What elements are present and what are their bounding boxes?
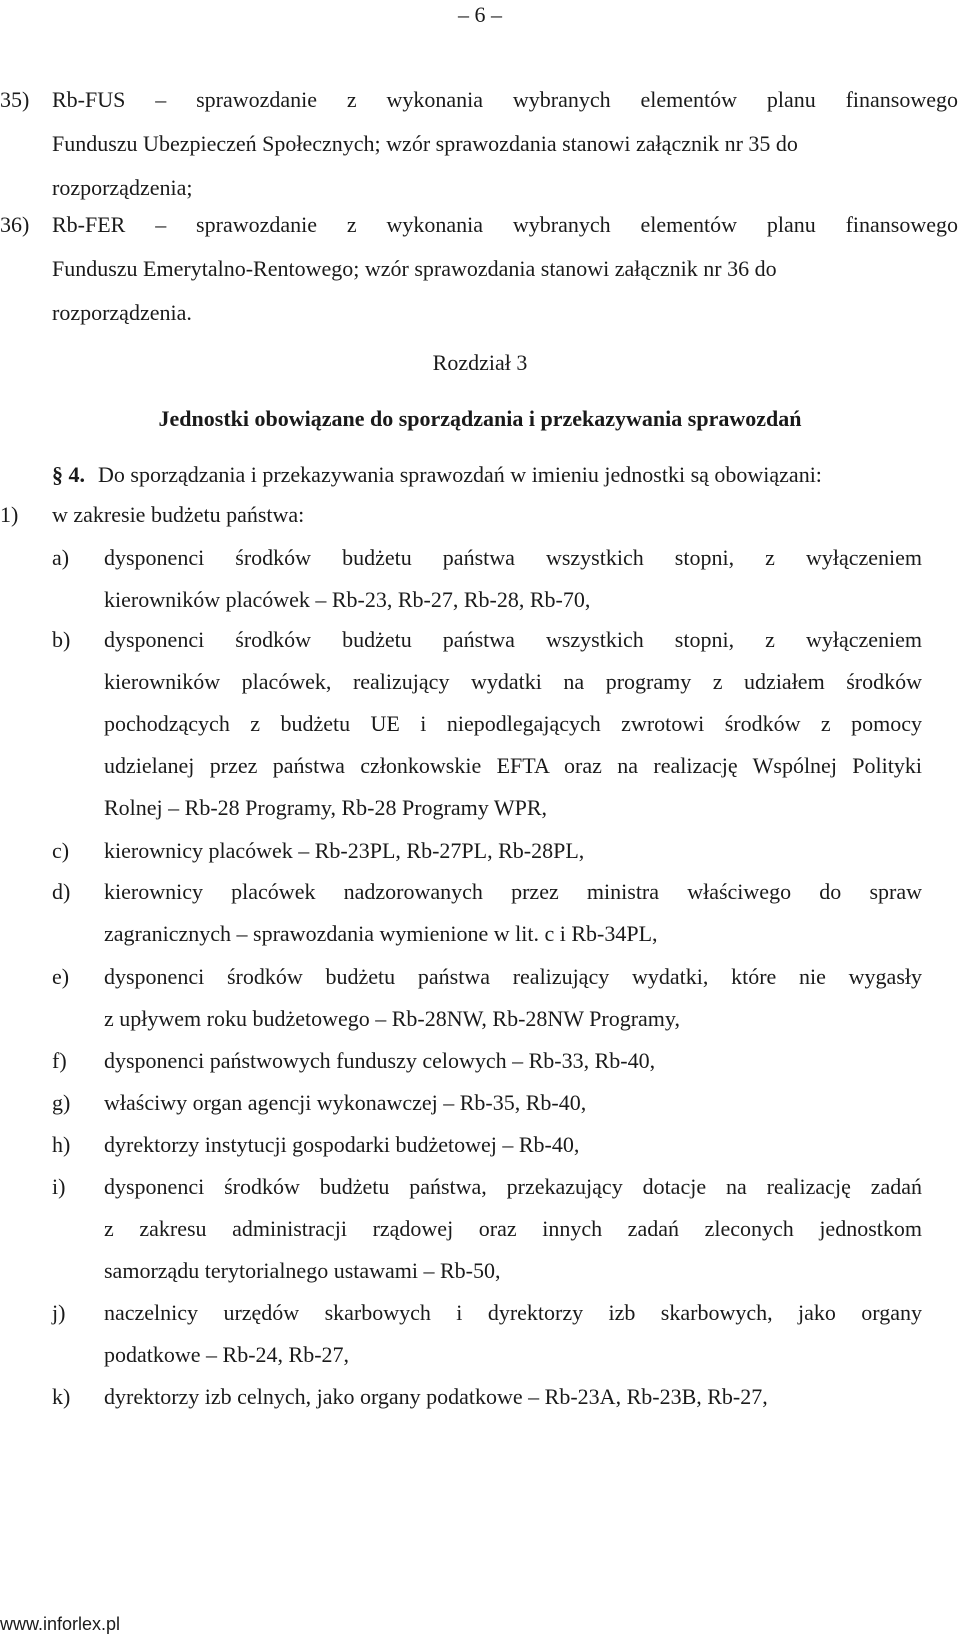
- item-line: podatkowe – Rb-24, Rb-27,: [104, 1342, 350, 1367]
- item-line: pochodzących z budżetu UE i niepodlegających zwrotowi środków z pomocy: [104, 711, 922, 736]
- point-number: 1): [0, 502, 19, 527]
- item-label: k): [52, 1384, 71, 1409]
- entry-line: rozporządzenia;: [52, 175, 193, 200]
- item-label: i): [52, 1174, 66, 1199]
- item-line: z upływem roku budżetowego – Rb-28NW, Rb-28NW Programy,: [104, 1006, 680, 1031]
- item-label: h): [52, 1132, 71, 1157]
- item-line: samorządu terytorialnego ustawami – Rb-50,: [104, 1258, 501, 1283]
- item-label: e): [52, 964, 70, 989]
- item-line: dysponenci środków budżetu państwa, przekazujący dotacje na realizację zadań: [104, 1174, 922, 1199]
- item-label: b): [52, 627, 71, 652]
- item-label: j): [52, 1300, 66, 1325]
- chapter-title: Jednostki obowiązane do sporządzania i przekazywania sprawozdań: [158, 406, 802, 431]
- entry-line: Rb-FER – sprawozdanie z wykonania wybranych elementów planu finansowego: [52, 212, 958, 237]
- item-line: kierownicy placówek nadzorowanych przez ministra właściwego do spraw: [104, 879, 922, 904]
- chapter-number: Rozdział 3: [432, 350, 528, 375]
- item-line: udzielanej przez państwa członkowskie EFTA oraz na realizację Wspólnej Polityki: [104, 753, 922, 778]
- entry-line: rozporządzenia.: [52, 300, 192, 325]
- list-item-35: [0, 78, 958, 210]
- list-item-36: [0, 203, 958, 335]
- item-number: 36): [0, 212, 30, 237]
- entry-line: Funduszu Emerytalno-Rentowego; wzór sprawozdania stanowi załącznik nr 36 do: [52, 256, 777, 281]
- item-line: właściwy organ agencji wykonawczej – Rb-35, Rb-40,: [104, 1090, 587, 1115]
- page-number: – 6 –: [458, 2, 502, 27]
- section-mark: § 4.: [52, 462, 85, 487]
- entry-line: Rb-FUS – sprawozdanie z wykonania wybranych elementów planu finansowego: [52, 87, 958, 112]
- item-number: 35): [0, 87, 30, 112]
- item-label: c): [52, 838, 70, 863]
- item-line: dysponenci środków budżetu państwa wszystkich stopni, z wyłączeniem: [104, 545, 922, 570]
- item-line: z zakresu administracji rządowej oraz innych zadań zleconych jednostkom: [104, 1216, 922, 1241]
- item-line: kierowników placówek, realizujący wydatki na programy z udziałem środków: [104, 669, 922, 694]
- item-line: dysponenci środków budżetu państwa realizujący wydatki, które nie wygasły: [104, 964, 922, 989]
- item-line: zagranicznych – sprawozdania wymienione w lit. c i Rb-34PL,: [104, 921, 658, 946]
- item-line: kierownicy placówek – Rb-23PL, Rb-27PL, Rb-28PL,: [104, 838, 585, 863]
- footer-website: www.inforlex.pl: [0, 1614, 121, 1634]
- item-label: d): [52, 879, 71, 904]
- item-label: f): [52, 1048, 67, 1073]
- item-line: dysponenci środków budżetu państwa wszystkich stopni, z wyłączeniem: [104, 627, 922, 652]
- point-text: w zakresie budżetu państwa:: [52, 502, 305, 527]
- item-line: dyrektorzy izb celnych, jako organy podatkowe – Rb-23A, Rb-23B, Rb-27,: [104, 1384, 768, 1409]
- section-text: Do sporządzania i przekazywania sprawozdań w imieniu jednostki są obowiązani:: [98, 462, 822, 487]
- item-line: dysponenci państwowych funduszy celowych – Rb-33, Rb-40,: [104, 1048, 656, 1073]
- item-line: naczelnicy urzędów skarbowych i dyrektorzy izb skarbowych, jako organy: [104, 1300, 922, 1325]
- item-line: kierowników placówek – Rb-23, Rb-27, Rb-28, Rb-70,: [104, 587, 591, 612]
- item-label: g): [52, 1090, 71, 1115]
- item-label: a): [52, 545, 70, 570]
- entry-line: Funduszu Ubezpieczeń Społecznych; wzór sprawozdania stanowi załącznik nr 35 do: [52, 131, 798, 156]
- item-line: Rolnej – Rb-28 Programy, Rb-28 Programy WPR,: [104, 795, 548, 820]
- item-line: dyrektorzy instytucji gospodarki budżetowej – Rb-40,: [104, 1132, 580, 1157]
